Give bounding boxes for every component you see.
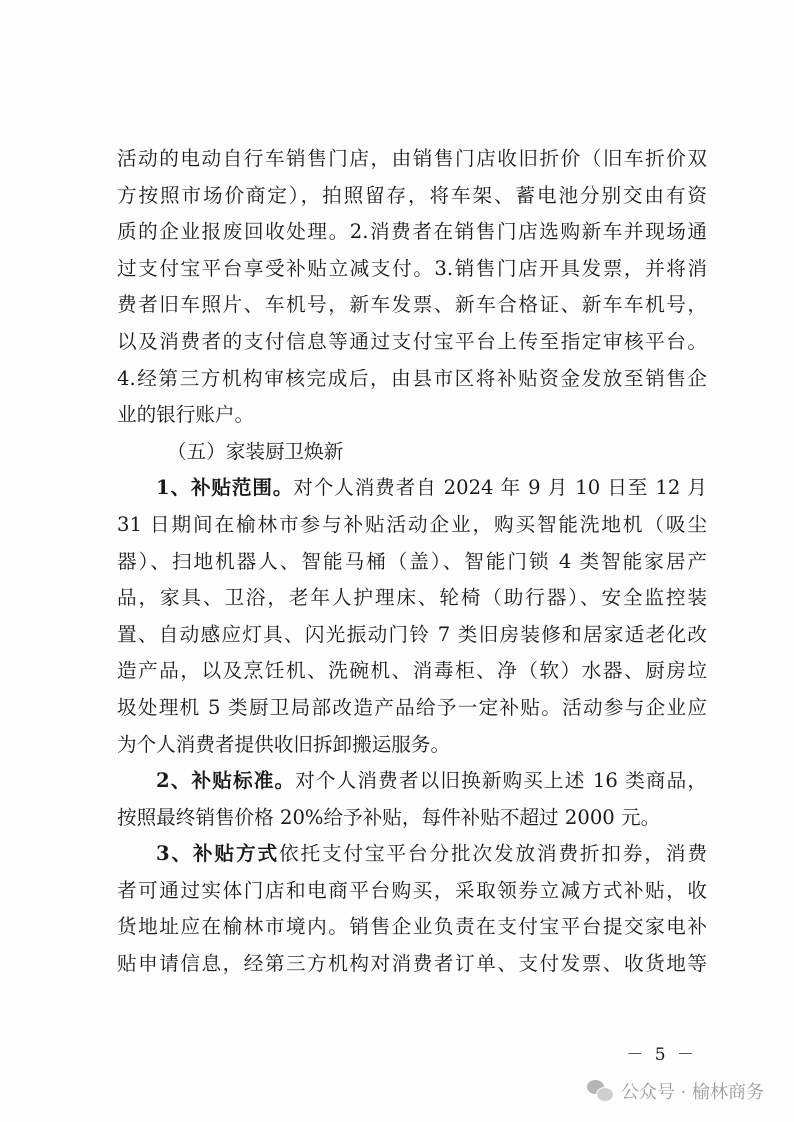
text-line: 过支付宝平台享受补贴立减支付。3.销售门店开具发票，并将消 [117,256,707,280]
text-line: 为个人消费者提供收旧拆卸搬运服务。 [117,732,451,756]
text-line: 置、自动感应灯具、闪光振动门铃 7 类旧房装修和居家适老化改 [117,622,707,646]
text-line: 器）、扫地机器人、智能马桶（盖）、智能门锁 4 类智能家居产 [117,549,707,573]
text-line: 活动的电动自行车销售门店，由销售门店收旧折价（旧车折价双 [117,147,707,170]
text-line: 者可通过实体门店和电商平台购买，采取领券立减方式补贴，收 [117,878,707,902]
text-line: 品，家具、卫浴，老年人护理床、轮椅（助行器）、安全监控装 [117,586,707,610]
paragraph-3-title: 3、补贴方式 [156,842,280,866]
text-line: 贴申请信息，经第三方机构对消费者订单、支付发票、收货地等 [117,952,707,976]
paragraph-1-text: 对个人消费者自 2024 年 9 月 10 日至 12 月 [293,476,707,500]
body-text [117,141,707,983]
text-line: 31 日期间在榆林市参与补贴活动企业，购买智能洗地机（吸尘 [117,512,707,536]
paragraph-1-title: 1、补贴范围。 [156,476,294,500]
watermark-text: 公众号 · 榆林商务 [620,1082,764,1103]
paragraph-2-text: 对个人消费者以旧换新购买上述 16 类商品， [295,769,707,793]
watermark [587,1078,764,1104]
wechat-icon [587,1080,613,1102]
text-line: 4.经第三方机构审核完成后，由县市区将补贴资金发放至销售企 [117,366,707,390]
paragraph-2-first-line [117,763,707,800]
paragraph-3-text: 依托支付宝平台分批次发放消费折扣券，消费 [279,842,708,866]
page-number: － 5 － [626,1045,697,1065]
text-line: 费者旧车照片、车机号，新车发票、新车合格证、新车车机号， [117,293,707,317]
text-line: 方按照市场价商定），拍照留存，将车架、蓄电池分别交由有资 [117,183,707,207]
text-line: 以及消费者的支付信息等通过支付宝平台上传至指定审核平台。 [117,329,707,353]
paragraph-2-title: 2、补贴标准。 [156,769,296,793]
paragraph-1-first-line [117,470,707,507]
text-line: 货地址应在榆林市境内。销售企业负责在支付宝平台提交家电补 [117,915,707,939]
text-line: 按照最终销售价格 20%给予补贴，每件补贴不超过 2000 元。 [117,805,661,829]
text-line: 造产品，以及烹饪机、洗碗机、消毒柜、净（软）水器、厨房垃 [117,659,707,683]
section-heading: （五）家装厨卫焕新 [167,439,344,463]
text-line: 质的企业报废回收处理。2.消费者在销售门店选购新车并现场通 [117,220,707,244]
text-line: 业的银行账户。 [117,403,255,427]
paragraph-3-first-line [117,836,707,873]
text-line: 圾处理机 5 类厨卫局部改造产品给予一定补贴。活动参与企业应 [117,695,707,719]
